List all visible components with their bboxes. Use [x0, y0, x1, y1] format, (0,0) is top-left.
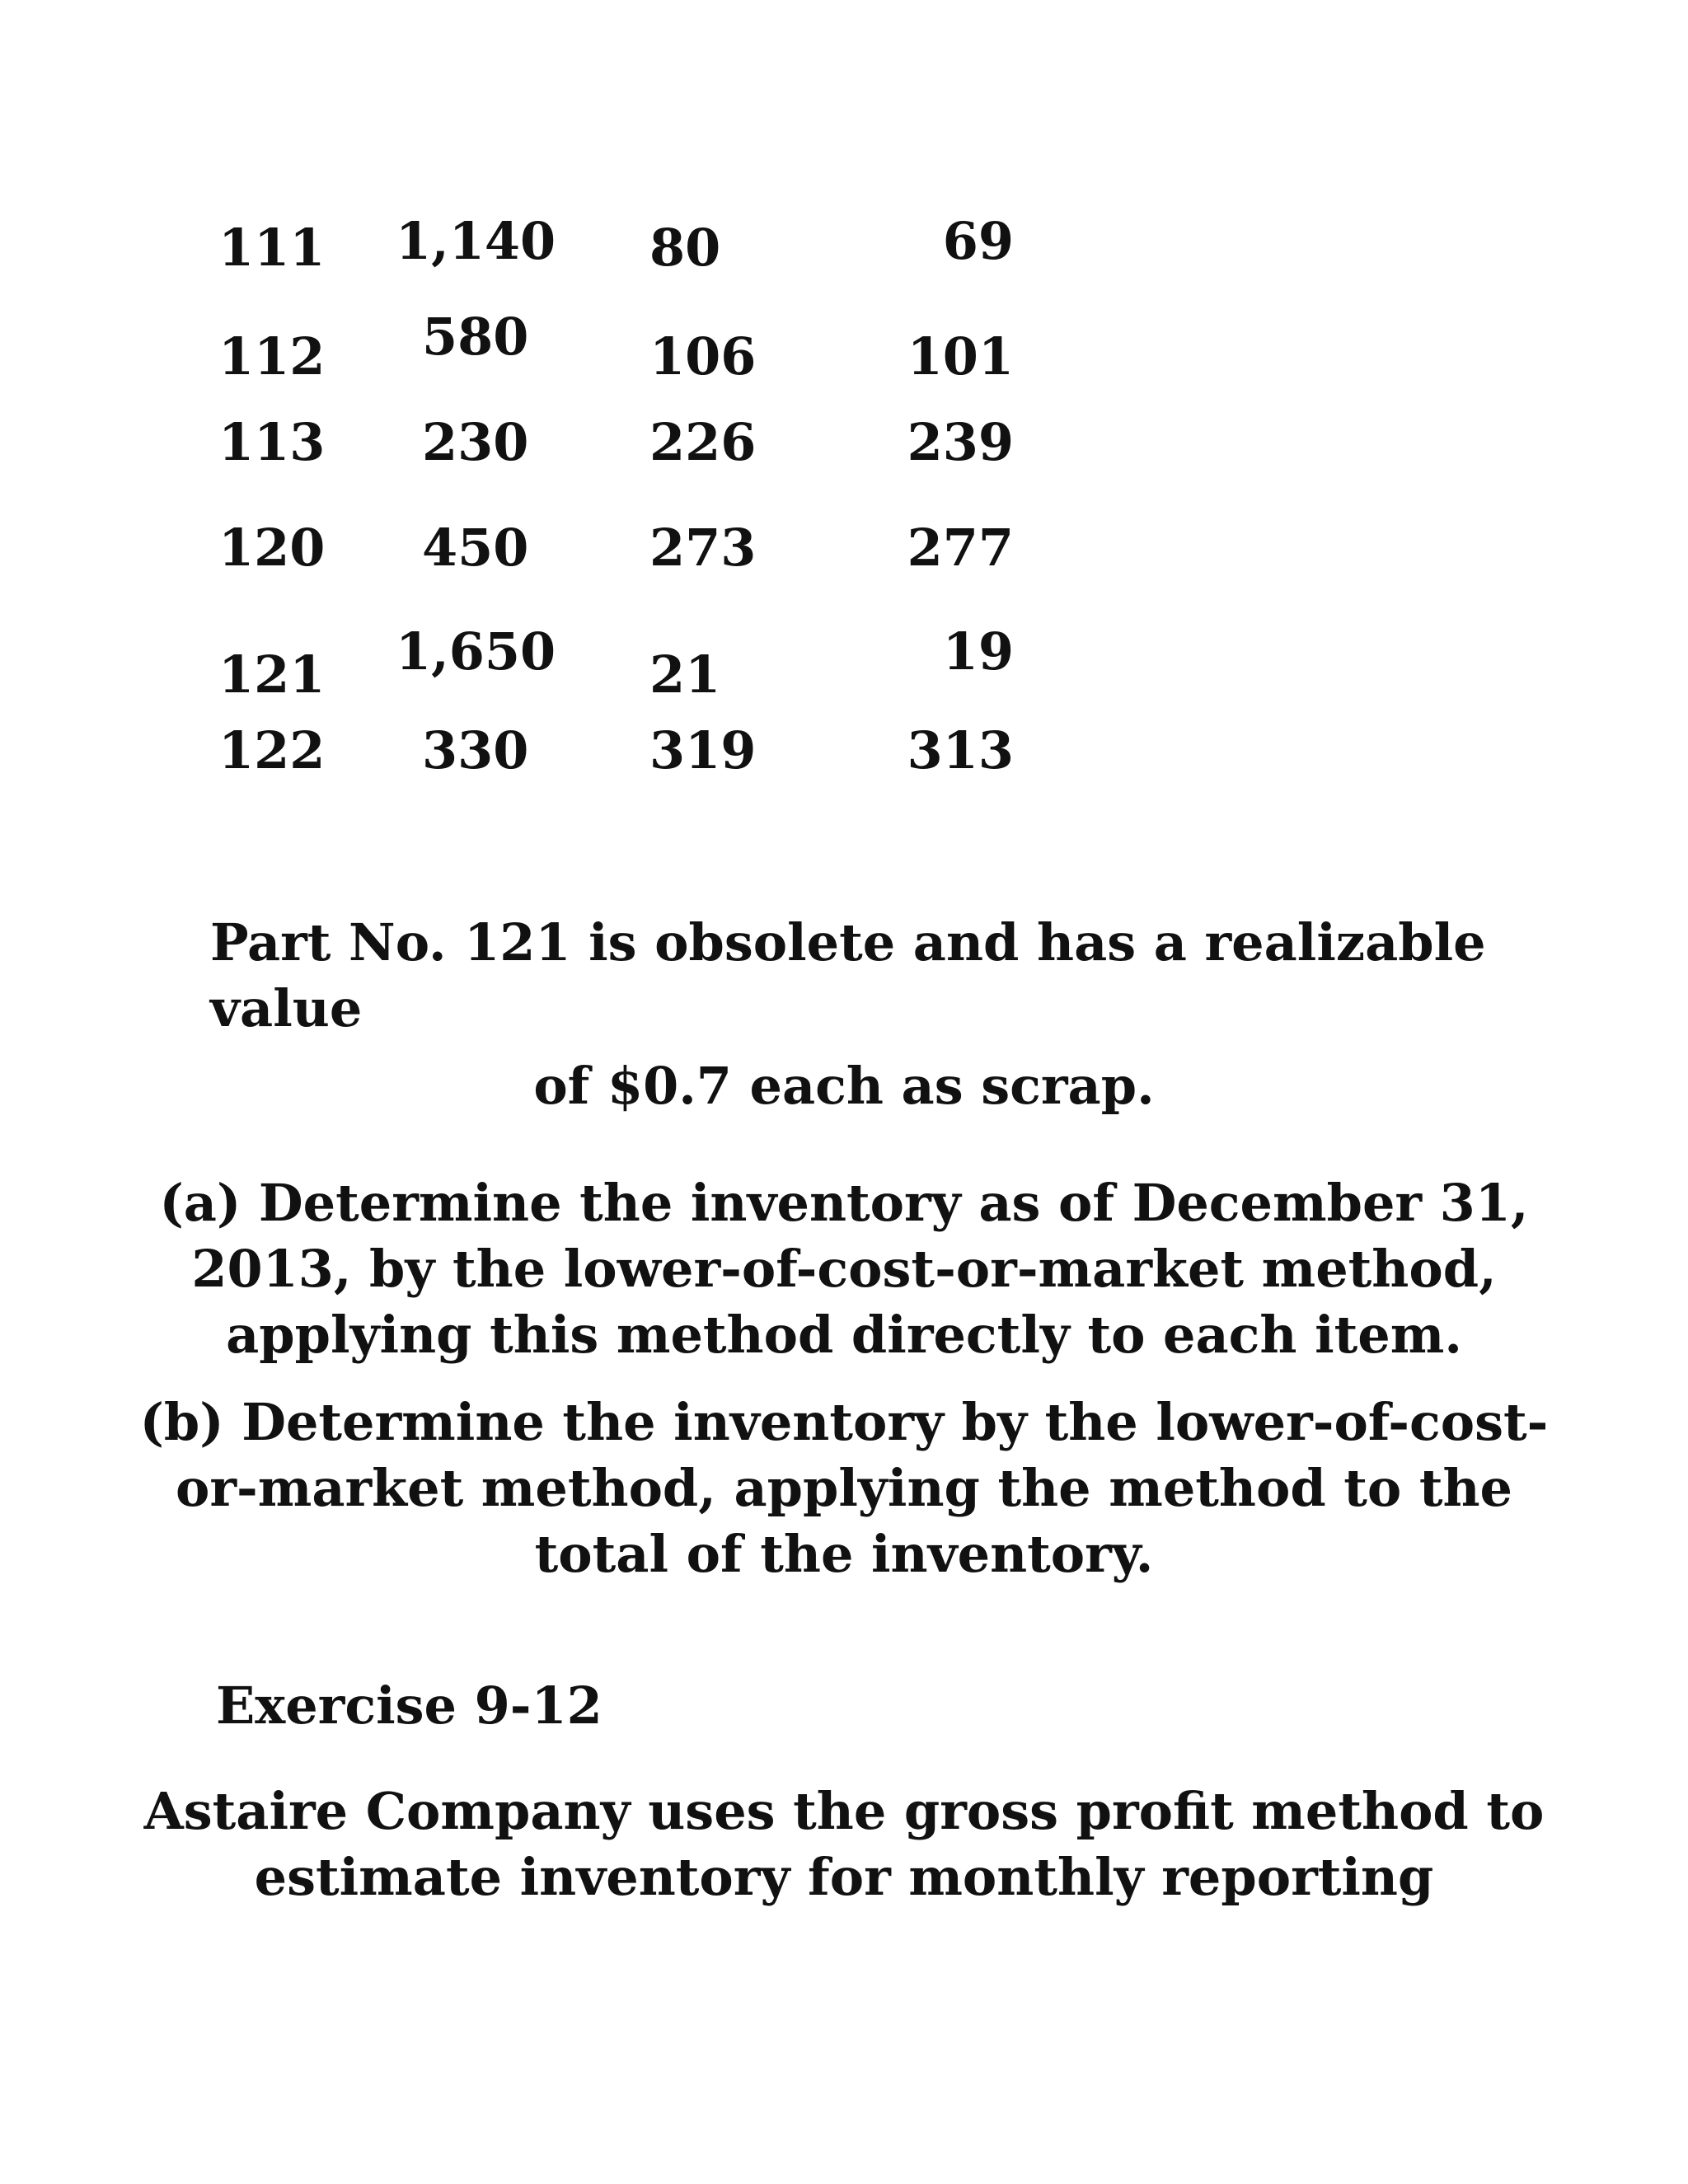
- part-number: 113: [218, 412, 326, 472]
- unit-cost: 226: [649, 412, 757, 472]
- exercise-text-line-1: Astaire Company uses the gross profit method to: [143, 1781, 1545, 1841]
- unit-market: 239: [907, 412, 1014, 472]
- unit-market: 19: [942, 621, 1014, 682]
- unit-cost: 319: [649, 720, 757, 780]
- question-a-line-2: 2013, by the lower-of-cost-or-market method,: [191, 1239, 1497, 1299]
- inventory-table: [0, 0, 1688, 824]
- part-number: 111: [218, 218, 326, 278]
- quantity: 330: [422, 720, 529, 780]
- question-a-line-1: (a) Determine the inventory as of December 31,: [159, 1173, 1529, 1233]
- quantity: 450: [422, 518, 529, 578]
- unit-cost: 80: [649, 218, 721, 278]
- exercise-title: Exercise 9-12: [216, 1675, 603, 1736]
- unit-cost: 273: [649, 518, 757, 578]
- obsolete-note-line-1: Part No. 121 is obsolete and has a realizable: [210, 912, 1486, 972]
- quantity: 1,140: [396, 211, 556, 271]
- exercise-text-line-2: estimate inventory for monthly reporting: [254, 1847, 1434, 1907]
- quantity: 580: [422, 307, 529, 367]
- part-number: 120: [218, 518, 326, 578]
- unit-market: 277: [907, 518, 1014, 578]
- quantity: 230: [422, 412, 529, 472]
- question-a-line-3: applying this method directly to each item.: [226, 1305, 1462, 1365]
- unit-market: 69: [942, 211, 1014, 271]
- question-b-line-1: (b) Determine the inventory by the lower-of-cost-: [139, 1392, 1549, 1452]
- obsolete-note-line-2: value: [210, 978, 363, 1038]
- part-number: 112: [218, 326, 326, 387]
- part-number: 121: [218, 644, 326, 705]
- unit-market: 313: [907, 720, 1014, 780]
- unit-cost: 21: [649, 644, 721, 705]
- question-b-line-3: total of the inventory.: [534, 1524, 1154, 1584]
- unit-cost: 106: [649, 326, 757, 387]
- quantity: 1,650: [396, 621, 556, 682]
- obsolete-note-line-3: of $0.7 each as scrap.: [533, 1056, 1155, 1116]
- part-number: 122: [218, 720, 326, 780]
- question-b-line-2: or-market method, applying the method to the: [175, 1458, 1513, 1518]
- unit-market: 101: [907, 326, 1014, 387]
